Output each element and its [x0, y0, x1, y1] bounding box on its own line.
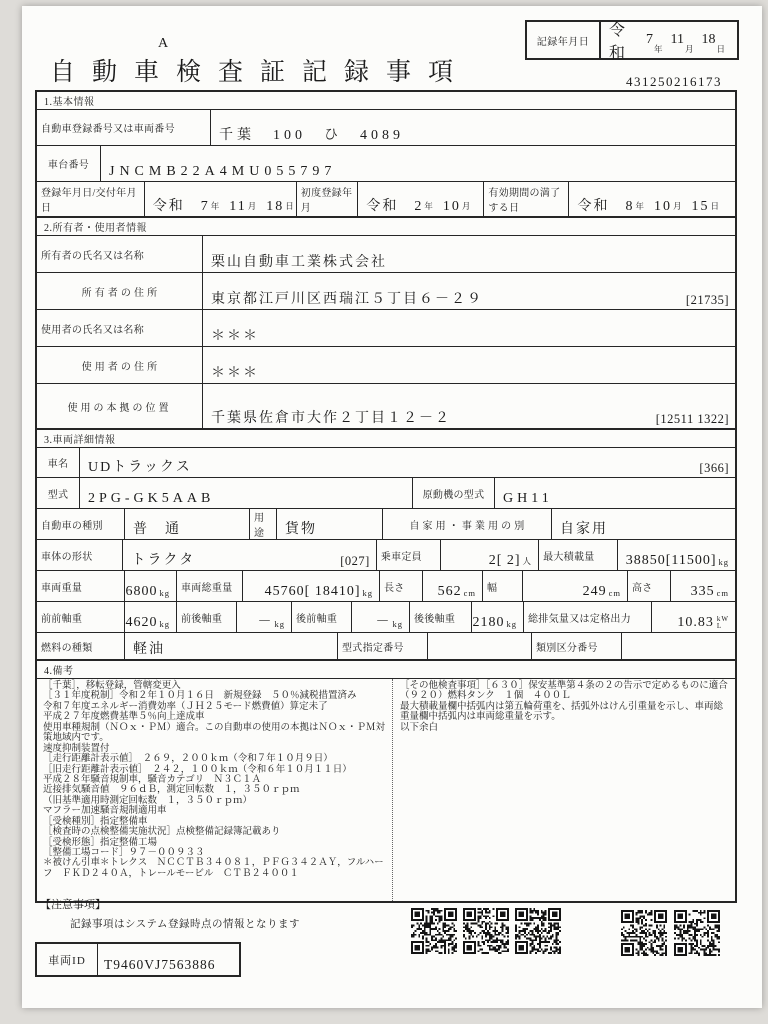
qr-code: [411, 908, 457, 954]
remark-line: 平成２８年騒音規制車，騒音カテゴリ Ｎ３Ｃ１Ａ: [43, 774, 262, 785]
type-cert-number-label: 型式指定番号: [337, 633, 427, 659]
length-label: 長さ: [379, 571, 422, 601]
registration-number-label: 自動車登録番号又は車両番号: [41, 124, 175, 135]
qr-code: [621, 910, 667, 956]
car-name-value: UDトラックス [366]: [79, 448, 735, 477]
qr-code: [674, 910, 720, 956]
remark-line: ［旧走行距離計表示値］ ２４２，１００ｋｍ（令和６年１０月１１日）: [43, 764, 352, 775]
base-location-code: [12511 1322]: [655, 412, 729, 426]
displacement-label: 総排気量又は定格出力: [523, 602, 651, 632]
base-location-value: 千葉県佐倉市大作２丁目１２－２ [12511 1322]: [202, 384, 735, 428]
height-value: 335 cm: [670, 571, 735, 601]
user-address-label: 使 用 者 の 住 所: [81, 361, 158, 373]
vehicle-category-label: 自動車の種別: [41, 520, 103, 532]
section-remarks-title: 4.備考: [37, 661, 735, 679]
displacement-value: 10.83 kW L: [651, 602, 735, 632]
remark-line: ［整備工場コード］９７－００９３３: [43, 848, 205, 858]
vehicle-id-label: 車両ID: [37, 944, 98, 975]
car-name-code: [366]: [699, 461, 729, 475]
owner-address-value: 東京都江戸川区西瑞江５丁目６－２９ [21735]: [202, 273, 735, 309]
vehicle-id-value: T9460VJ7563886: [104, 957, 216, 972]
remark-line: ［千葉］，移転登録，管轄変更入: [43, 681, 181, 691]
document-tables: [35, 92, 737, 903]
owner-name-label: 所有者の氏名又は名称: [41, 250, 144, 262]
capacity-label: 乗車定員: [376, 540, 440, 570]
fuel-type-label: 燃料の種類: [41, 642, 93, 654]
remark-line: 最大積載量欄中括弧内は第五輪荷重を、括弧外はけん引重量を示し、車両総重量欄中括弧内は車両総重量を示す。: [400, 701, 724, 723]
remark-line: 近接排気騒音値 ９６ｄＢ，測定回転数 １，３５０ｒｐｍ: [43, 785, 300, 796]
document-title: 自動車検査証記録事項: [50, 59, 471, 86]
class-number-value: [621, 633, 735, 659]
vehicle-category-value: 普 通: [124, 509, 249, 539]
remark-line: ＊被けん引車＊トレクス ＮＣＣＴＢ３４０８１，ＰＦＧ３４２ＡＹ，フルハーフ ＦＫＤ２４０Ａ，トレールモービル ＣＴＢ２４００１: [43, 858, 384, 879]
notice-title: 【注意事項】: [40, 899, 106, 911]
use-type-label: 用途: [249, 509, 276, 539]
registration-number-value: 千葉 100 ひ 4089: [210, 110, 735, 145]
model-label: 型式: [47, 489, 69, 501]
fuel-type-value: 軽油: [124, 633, 337, 659]
class-number-label: 類別区分番号: [531, 633, 621, 659]
owner-address-code: [21735]: [685, 293, 729, 307]
engine-model-value: GH11: [494, 478, 735, 508]
document-page: [22, 6, 762, 1008]
user-name-value: ＊＊＊: [202, 310, 735, 346]
user-name-label: 使用者の氏名又は名称: [41, 324, 144, 336]
remark-line: 以下余白: [400, 722, 439, 733]
owner-name-value: 栗山自動車工業株式会社: [202, 236, 735, 272]
remark-line: ［３１年度税制］令和２年１０月１６日 新規登録 ５０％減税措置済み: [43, 691, 357, 702]
remarks-body: [37, 679, 738, 901]
record-date-box: [525, 20, 739, 60]
first-registration-label: 初度登録年月: [296, 182, 358, 216]
private-business-label: 自 家 用 ・ 事 業 用 の 別: [382, 509, 551, 539]
registration-date-label: 登録年月日/交付年月日: [41, 188, 137, 214]
private-business-value: 自家用: [551, 509, 735, 539]
remark-line: ［受検形態］指定整備工場: [43, 837, 158, 848]
axle-front-front-label: 前前軸重: [41, 613, 83, 625]
displacement-unit: kW L: [716, 615, 729, 630]
section-owner-user-title: 2.所有者・使用者情報: [37, 218, 735, 236]
section-remarks: [35, 659, 737, 903]
axle-front-front-value: 4620 kg: [124, 602, 176, 632]
height-label: 高さ: [627, 571, 670, 601]
remark-line: 速度抑制装置付: [43, 743, 110, 754]
first-registration-value: 令和 2 年 10 月: [357, 182, 483, 216]
remarks-right-column: [393, 679, 738, 901]
remark-line: （旧基準適用時測定回転数 １，３５０ｒｐｍ）: [43, 795, 253, 806]
max-load-value: 38850[11500] kg: [617, 540, 735, 570]
qr-code: [463, 908, 509, 954]
type-cert-number-value: [427, 633, 531, 659]
section-basic-info-title: 1.基本情報: [37, 92, 735, 110]
base-location-label: 使用の本拠の位置: [67, 402, 172, 414]
axle-rear-rear-value: 2180 kg: [471, 602, 523, 632]
vehicle-id-box: [35, 942, 241, 977]
car-name-label: 車名: [47, 459, 69, 470]
notice-line: 記録事項はシステム登録時点の情報となります: [70, 919, 300, 930]
remark-line: ［受検種別］指定整備車: [43, 816, 148, 827]
record-date-value: 令和 7 年 11 月 18 日: [601, 22, 737, 58]
width-value: 249 cm: [522, 571, 627, 601]
max-load-label: 最大積載量: [538, 540, 617, 570]
expiry-date-label: 有効期間の満了する日: [483, 182, 568, 216]
user-address-value: ＊＊＊: [202, 347, 735, 383]
record-date-era: 令和: [609, 22, 626, 62]
vehicle-weight-value: 6800 kg: [124, 571, 176, 601]
owner-address-label: 所 有 者 の 住 所: [81, 287, 158, 299]
section-basic-info: [35, 90, 737, 218]
use-type-value: 貨物: [276, 509, 382, 539]
registration-date-value: 令和 7 年 11 月 18 日: [144, 182, 296, 216]
axle-rear-front-label: 後前軸重: [291, 602, 351, 632]
page-mark: A: [158, 36, 169, 51]
chassis-number-value: JNCMB22A4MU055797: [100, 146, 735, 181]
axle-front-rear-value: － kg: [236, 602, 291, 632]
gross-weight-value: 45760[ 18410] kg: [242, 571, 379, 601]
body-shape-value: トラクタ [027]: [122, 540, 375, 570]
axle-rear-rear-label: 後後軸重: [409, 602, 471, 632]
chassis-number-label: 車台番号: [47, 160, 90, 171]
remark-line: マフラー加速騒音規制適用車: [43, 806, 167, 817]
section-vehicle-details: [35, 428, 737, 661]
remark-line: 使用車種規制（ＮＯｘ・ＰＭ）適合。この自動車の使用の本拠はＮＯｘ・ＰＭ対策地域内です。: [43, 722, 386, 744]
width-label: 幅: [482, 571, 522, 601]
document-number: 431250216173: [626, 74, 722, 89]
engine-model-label: 原動機の型式: [412, 478, 494, 508]
remark-line: 平成２７年度燃費基準５％向上達成車: [43, 712, 205, 723]
remark-line: ［走行距離計表示値］ ２６９，２００ｋｍ（令和７年１０月９日）: [43, 754, 333, 765]
axle-rear-front-value: － kg: [351, 602, 409, 632]
vehicle-weight-label: 車両重量: [41, 582, 83, 594]
remark-line: ［検査時の点検整備実施状況］点検整備記録簿記載あり: [43, 827, 281, 838]
remarks-left-column: [37, 679, 393, 901]
model-value: 2PG-GK5AAB: [79, 478, 412, 508]
remark-line: ［その他検査事項］［６３０］保安基準第４条の２の告示で定めるものに適合 （９２０）燃料タンク １個 ４００Ｌ: [400, 681, 738, 702]
record-date-label: 記録年月日: [527, 22, 601, 58]
body-shape-code: [027]: [340, 554, 370, 568]
body-shape-label: 車体の形状: [41, 551, 93, 563]
section-owner-user-info: [35, 216, 737, 430]
section-vehicle-details-title: 3.車両詳細情報: [37, 430, 735, 448]
remark-line: 令和７年度エネルギー消費効率（ＪＨ２５モード燃費値）算定未了: [43, 701, 328, 712]
expiry-date-value: 令和 8 年 10 月 15 日: [568, 182, 735, 216]
length-value: 562 cm: [422, 571, 482, 601]
axle-front-rear-label: 前後軸重: [176, 602, 236, 632]
gross-weight-label: 車両総重量: [176, 571, 242, 601]
capacity-value: 2[ 2] 人: [440, 540, 538, 570]
qr-code: [515, 908, 561, 954]
